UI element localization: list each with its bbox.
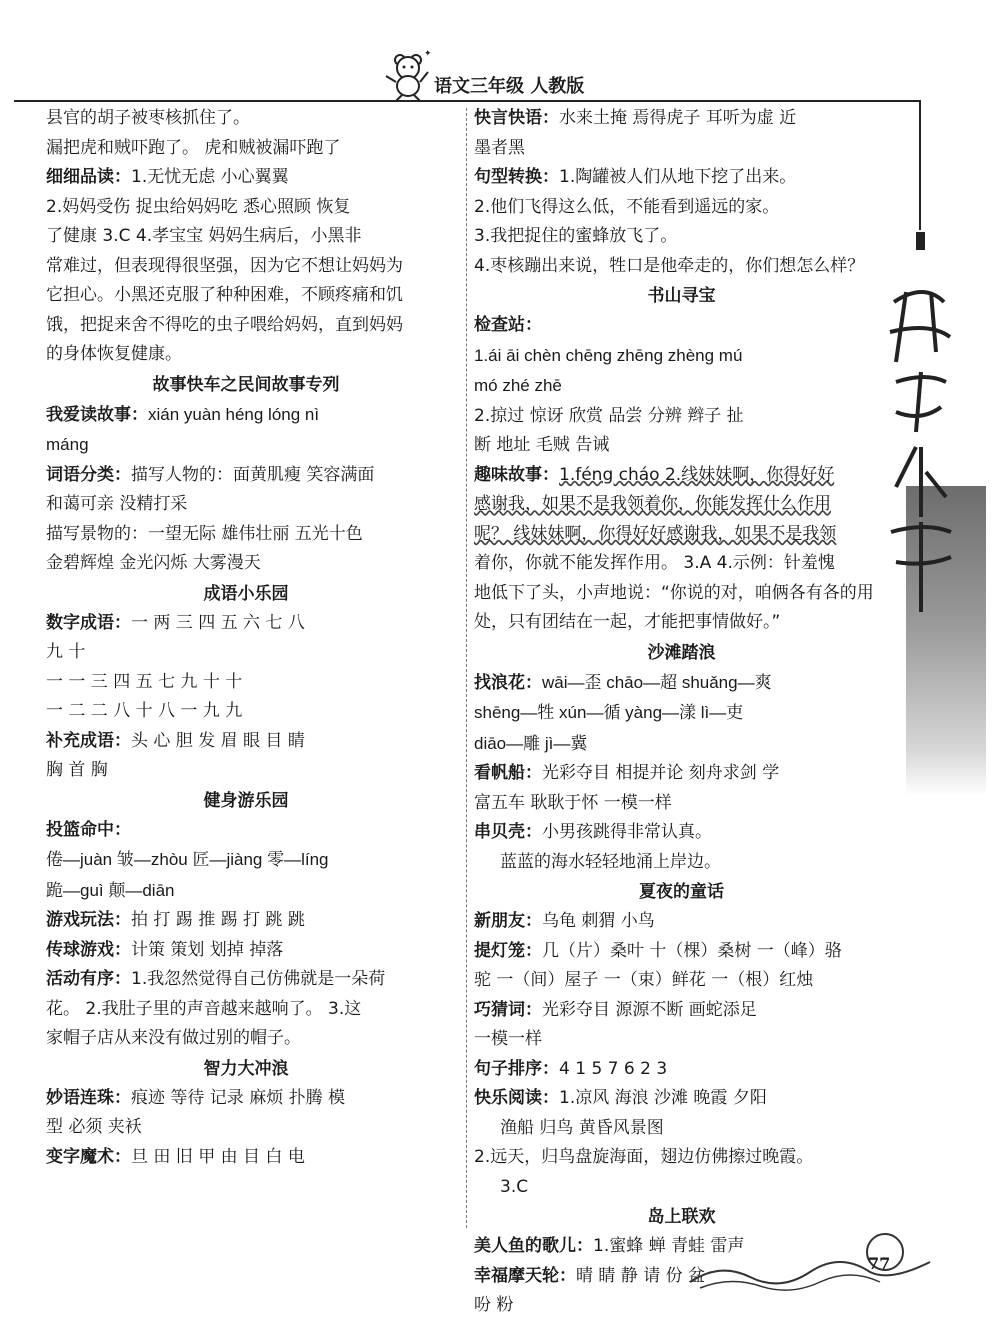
answer-text: xián yuàn héng lóng nì — [148, 404, 320, 424]
answer-line — [474, 1025, 889, 1055]
answer-line — [46, 1084, 446, 1114]
answer-text: 渔船 归鸟 黄昏风景图 — [500, 1117, 664, 1138]
answer-line — [46, 461, 446, 491]
exercise-label: 变字魔术： — [46, 1146, 131, 1167]
answer-line — [46, 816, 446, 846]
answer-line — [46, 1113, 446, 1143]
exercise-label: 句型转换： — [474, 167, 559, 187]
answer-line — [46, 520, 446, 550]
answer-line — [474, 163, 889, 193]
answer-line — [474, 608, 889, 638]
exercise-label: 巧猜词： — [474, 999, 542, 1020]
exercise-label: 新朋友： — [474, 911, 542, 931]
exercise-label: 趣味故事： — [474, 464, 559, 485]
answer-text: 水来土掩 焉得虎子 耳听为虚 近 — [559, 108, 797, 128]
answer-text: 饿，把捉来舍不得吃的虫子喂给妈妈，直到妈妈 — [46, 314, 403, 335]
answer-line — [474, 402, 889, 432]
bear-mascot-icon — [378, 46, 434, 102]
answer-line — [46, 430, 446, 461]
answer-line — [474, 729, 889, 760]
answer-text: 旦 田 旧 甲 由 目 白 电 — [131, 1146, 305, 1167]
section-heading: 夏夜的童话 — [639, 882, 724, 902]
answer-text: 描写景物的：一望无际 雄伟壮丽 五光十色 — [46, 523, 363, 544]
answer-text: 富五车 耿耿于怀 一模一样 — [474, 792, 672, 813]
answer-text: 1.陶罐被人们从地下挖了出来。 — [559, 167, 797, 187]
footer-wave-decoration-icon — [680, 1222, 940, 1292]
answer-line — [46, 549, 446, 579]
answer-text: 1.féng cháo 2.线妹妹啊，你得好好 — [559, 464, 835, 485]
exercise-label: 幸福摩天轮： — [474, 1265, 576, 1286]
answer-text: 胸 首 胸 — [46, 760, 108, 780]
exercise-label: 细细品读： — [46, 167, 131, 187]
answer-line — [46, 252, 446, 282]
answer-text: 2.远天，归鸟盘旋海面，翅边仿佛擦过晚霞。 — [474, 1147, 814, 1167]
answer-text: 1.凉风 海浪 沙滩 晚霞 夕阳 — [559, 1088, 767, 1108]
answer-line — [46, 638, 446, 668]
answer-line — [46, 609, 446, 639]
answer-line — [46, 281, 446, 311]
answer-text: 2.掠过 惊讶 欣赏 品尝 分辨 辫子 扯 — [474, 405, 744, 426]
answer-line — [474, 431, 889, 461]
exercise-label: 美人鱼的歌儿： — [474, 1236, 593, 1256]
answer-text: 地低下了头，小声地说：“你说的对，咱俩各有各的用 — [474, 582, 874, 603]
answer-line — [474, 134, 889, 164]
section-heading: 智力大冲浪 — [203, 1058, 289, 1079]
answer-line — [474, 579, 889, 609]
answer-text: 一 一 三 四 五 七 九 十 十 — [46, 671, 243, 692]
answer-line — [474, 759, 889, 789]
answer-line — [46, 995, 446, 1025]
header-side-rule — [919, 100, 921, 230]
answer-line — [46, 193, 446, 223]
answer-line — [46, 340, 446, 370]
answer-text: 光彩夺目 相提并论 刻舟求剑 学 — [542, 763, 780, 783]
answer-text: 几（片）桑叶 十（棵）桑树 一（峰）骆 — [542, 940, 842, 961]
exercise-label: 数字成语： — [46, 612, 131, 633]
answer-line — [46, 876, 446, 907]
answer-text: 1.ái āi chèn chēng zhēng zhèng mú — [474, 345, 743, 365]
answer-text: 一 两 三 四 五 六 七 八 — [131, 612, 305, 633]
section-heading: 岛上联欢 — [647, 1207, 716, 1227]
answer-line — [46, 756, 446, 786]
answer-text: 3.我把捉住的蜜蜂放飞了。 — [474, 226, 678, 246]
exercise-label: 快言快语： — [474, 108, 559, 128]
calligraphy-brush-icon — [876, 232, 986, 792]
column-divider — [466, 108, 467, 1228]
answer-line — [46, 222, 446, 252]
answer-text: 花。 2.我肚子里的声音越来越响了。 3.这 — [46, 998, 362, 1019]
section-heading: 健身游乐园 — [203, 790, 289, 811]
answer-text: 处，只有团结在一起，才能把事情做好。” — [474, 612, 781, 632]
answer-line — [46, 845, 446, 876]
section-heading: 故事快车之民间故事专列 — [152, 374, 340, 395]
answer-text: 的身体恢复健康。 — [46, 344, 182, 364]
left-column — [46, 104, 446, 1172]
answer-line — [46, 697, 446, 727]
answer-text: 头 心 胆 发 眉 眼 目 睛 — [131, 730, 305, 751]
answer-line — [474, 341, 889, 372]
answer-text: 拍 打 踢 推 踢 打 跳 跳 — [131, 910, 305, 930]
answer-line — [474, 193, 889, 223]
answer-text: máng — [46, 435, 89, 454]
answer-line — [474, 490, 889, 520]
answer-line — [46, 104, 446, 134]
answer-line — [474, 818, 889, 848]
exercise-label: 检查站： — [474, 315, 542, 335]
answer-line — [474, 1114, 889, 1144]
answer-line — [474, 789, 889, 819]
answer-text: 2.妈妈受伤 捉虫给妈妈吃 悉心照顾 恢复 — [46, 196, 351, 217]
exercise-label: 找浪花： — [474, 672, 542, 693]
answer-line — [474, 549, 889, 579]
answer-line — [474, 252, 889, 282]
exercise-label: 句子排序： — [474, 1058, 559, 1079]
exercise-label: 补充成语： — [46, 730, 131, 751]
answer-text: 倦—juàn 皱—zhòu 匠—jiàng 零—líng — [46, 850, 329, 869]
answer-line — [46, 727, 446, 757]
exercise-label: 串贝壳： — [474, 822, 542, 842]
answer-line — [46, 906, 446, 936]
answer-text: 驼 一（间）屋子 一（束）鲜花 一（根）红烛 — [474, 970, 814, 990]
exercise-label: 提灯笼： — [474, 940, 542, 961]
answer-text: 县官的胡子被枣核抓住了。 — [46, 108, 250, 128]
answer-line — [46, 936, 446, 966]
answer-text: 感谢我，如果不是我领着你，你能发挥什么作用 — [474, 494, 831, 514]
answer-text: 常难过，但表现得很坚强，因为它不想让妈妈为 — [46, 255, 403, 276]
answer-line — [46, 1024, 446, 1054]
answer-text: 晴 睛 静 请 份 盆 — [576, 1265, 706, 1286]
exercise-label: 投篮命中： — [46, 819, 131, 840]
answer-line — [474, 996, 889, 1026]
answer-text: 蓝蓝的海水轻轻地涌上岸边。 — [500, 851, 721, 872]
exercise-label: 游戏玩法： — [46, 910, 131, 930]
answer-text: 吩 粉 — [474, 1295, 514, 1315]
answer-text: wāi—歪 chāo—超 shuǎng—爽 — [542, 672, 772, 692]
answer-text: 呢？ 线妹妹啊，你得好好感谢我，如果不是我领 — [474, 523, 837, 544]
answer-text: 一模一样 — [474, 1029, 542, 1049]
answer-text: 它担心。小黑还克服了种种困难，不顾疼痛和饥 — [46, 285, 403, 305]
answer-line — [46, 490, 446, 520]
header-rule — [14, 100, 920, 102]
answer-text: 4 1 5 7 6 2 3 — [559, 1058, 668, 1079]
answer-line — [474, 937, 889, 967]
section-heading: 沙滩踏浪 — [647, 642, 716, 663]
answer-line — [46, 163, 446, 193]
answer-line — [46, 311, 446, 341]
answer-line — [474, 1173, 889, 1203]
answer-text: 和蔼可亲 没精打采 — [46, 494, 188, 514]
answer-line — [46, 668, 446, 698]
answer-line — [474, 520, 889, 550]
section-heading: 成语小乐园 — [203, 583, 289, 604]
answer-line — [46, 134, 446, 164]
exercise-label: 词语分类： — [46, 464, 131, 485]
answer-text: 断 地址 毛贼 告诫 — [474, 435, 610, 455]
answer-text: 九 十 — [46, 642, 86, 662]
answer-line — [474, 698, 889, 729]
answer-text: 墨者黑 — [474, 137, 525, 158]
answer-text: 乌龟 刺猬 小鸟 — [542, 911, 655, 931]
answer-text: 3.C — [500, 1176, 529, 1197]
answer-line — [474, 907, 889, 937]
exercise-label: 我爱读故事： — [46, 404, 148, 425]
answer-line — [474, 222, 889, 252]
answer-line — [474, 966, 889, 996]
answer-text: diāo—雕 jì—冀 — [474, 733, 588, 753]
answer-text: 4.枣核蹦出来说，牲口是他牵走的，你们想怎么样？ — [474, 255, 865, 276]
answer-text: 了健康 3.C 4.孝宝宝 妈妈生病后，小黑非 — [46, 226, 362, 246]
exercise-label: 看帆船： — [474, 763, 542, 783]
page-number: 77 — [868, 1254, 891, 1273]
answer-text: shēng—牲 xún—循 yàng—漾 lì—吏 — [474, 703, 744, 722]
page-header-title: 语文三年级 人教版 — [434, 76, 585, 97]
answer-text: 家帽子店从来没有做过别的帽子。 — [46, 1028, 301, 1048]
exercise-label: 快乐阅读： — [474, 1088, 559, 1108]
right-column — [474, 104, 889, 1321]
answer-line — [46, 400, 446, 431]
answer-line — [46, 1143, 446, 1173]
answer-line — [474, 668, 889, 699]
answer-text: mó zhé zhē — [474, 376, 562, 395]
answer-text: 光彩夺目 源源不断 画蛇添足 — [542, 999, 757, 1020]
answer-line — [474, 371, 889, 402]
answer-text: 型 必须 夹袄 — [46, 1117, 142, 1137]
answer-text: 着你，你就不能发挥作用。 3.A 4.示例：针羞愧 — [474, 553, 835, 573]
answer-text: 痕迹 等待 记录 麻烦 扑腾 模 — [131, 1087, 346, 1108]
answer-text: 一 二 二 八 十 八 一 九 九 — [46, 701, 243, 721]
answer-line — [474, 1084, 889, 1114]
section-heading: 书山寻宝 — [647, 286, 716, 306]
answer-text: 漏把虎和贼吓跑了。 虎和贼被漏吓跑了 — [46, 137, 341, 158]
answer-line — [474, 461, 889, 491]
exercise-label: 活动有序： — [46, 969, 131, 989]
answer-text: 2.他们飞得这么低，不能看到遥远的家。 — [474, 196, 780, 217]
answer-line — [46, 965, 446, 995]
answer-line — [474, 104, 889, 134]
answer-line — [474, 1055, 889, 1085]
exercise-label: 传球游戏： — [46, 939, 131, 960]
answer-text: 1.无忧无虑 小心翼翼 — [131, 167, 289, 187]
answer-line — [474, 1143, 889, 1173]
answer-text: 金碧辉煌 金光闪烁 大雾漫天 — [46, 553, 261, 573]
answer-text: 描写人物的：面黄肌瘦 笑容满面 — [131, 464, 375, 485]
answer-text: 小男孩跳得非常认真。 — [542, 822, 712, 842]
exercise-label: 妙语连珠： — [46, 1087, 131, 1108]
answer-text: 跪—guì 颠—diān — [46, 880, 175, 900]
answer-text: 1.我忽然觉得自己仿佛就是一朵荷 — [131, 969, 386, 989]
answer-line — [474, 311, 889, 341]
answer-text: 计策 策划 划掉 掉落 — [131, 939, 284, 960]
answer-line — [474, 848, 889, 878]
answer-text: 1.蜜蜂 蝉 青蛙 雷声 — [593, 1236, 745, 1256]
svg-text:✦: ✦ — [424, 49, 432, 59]
